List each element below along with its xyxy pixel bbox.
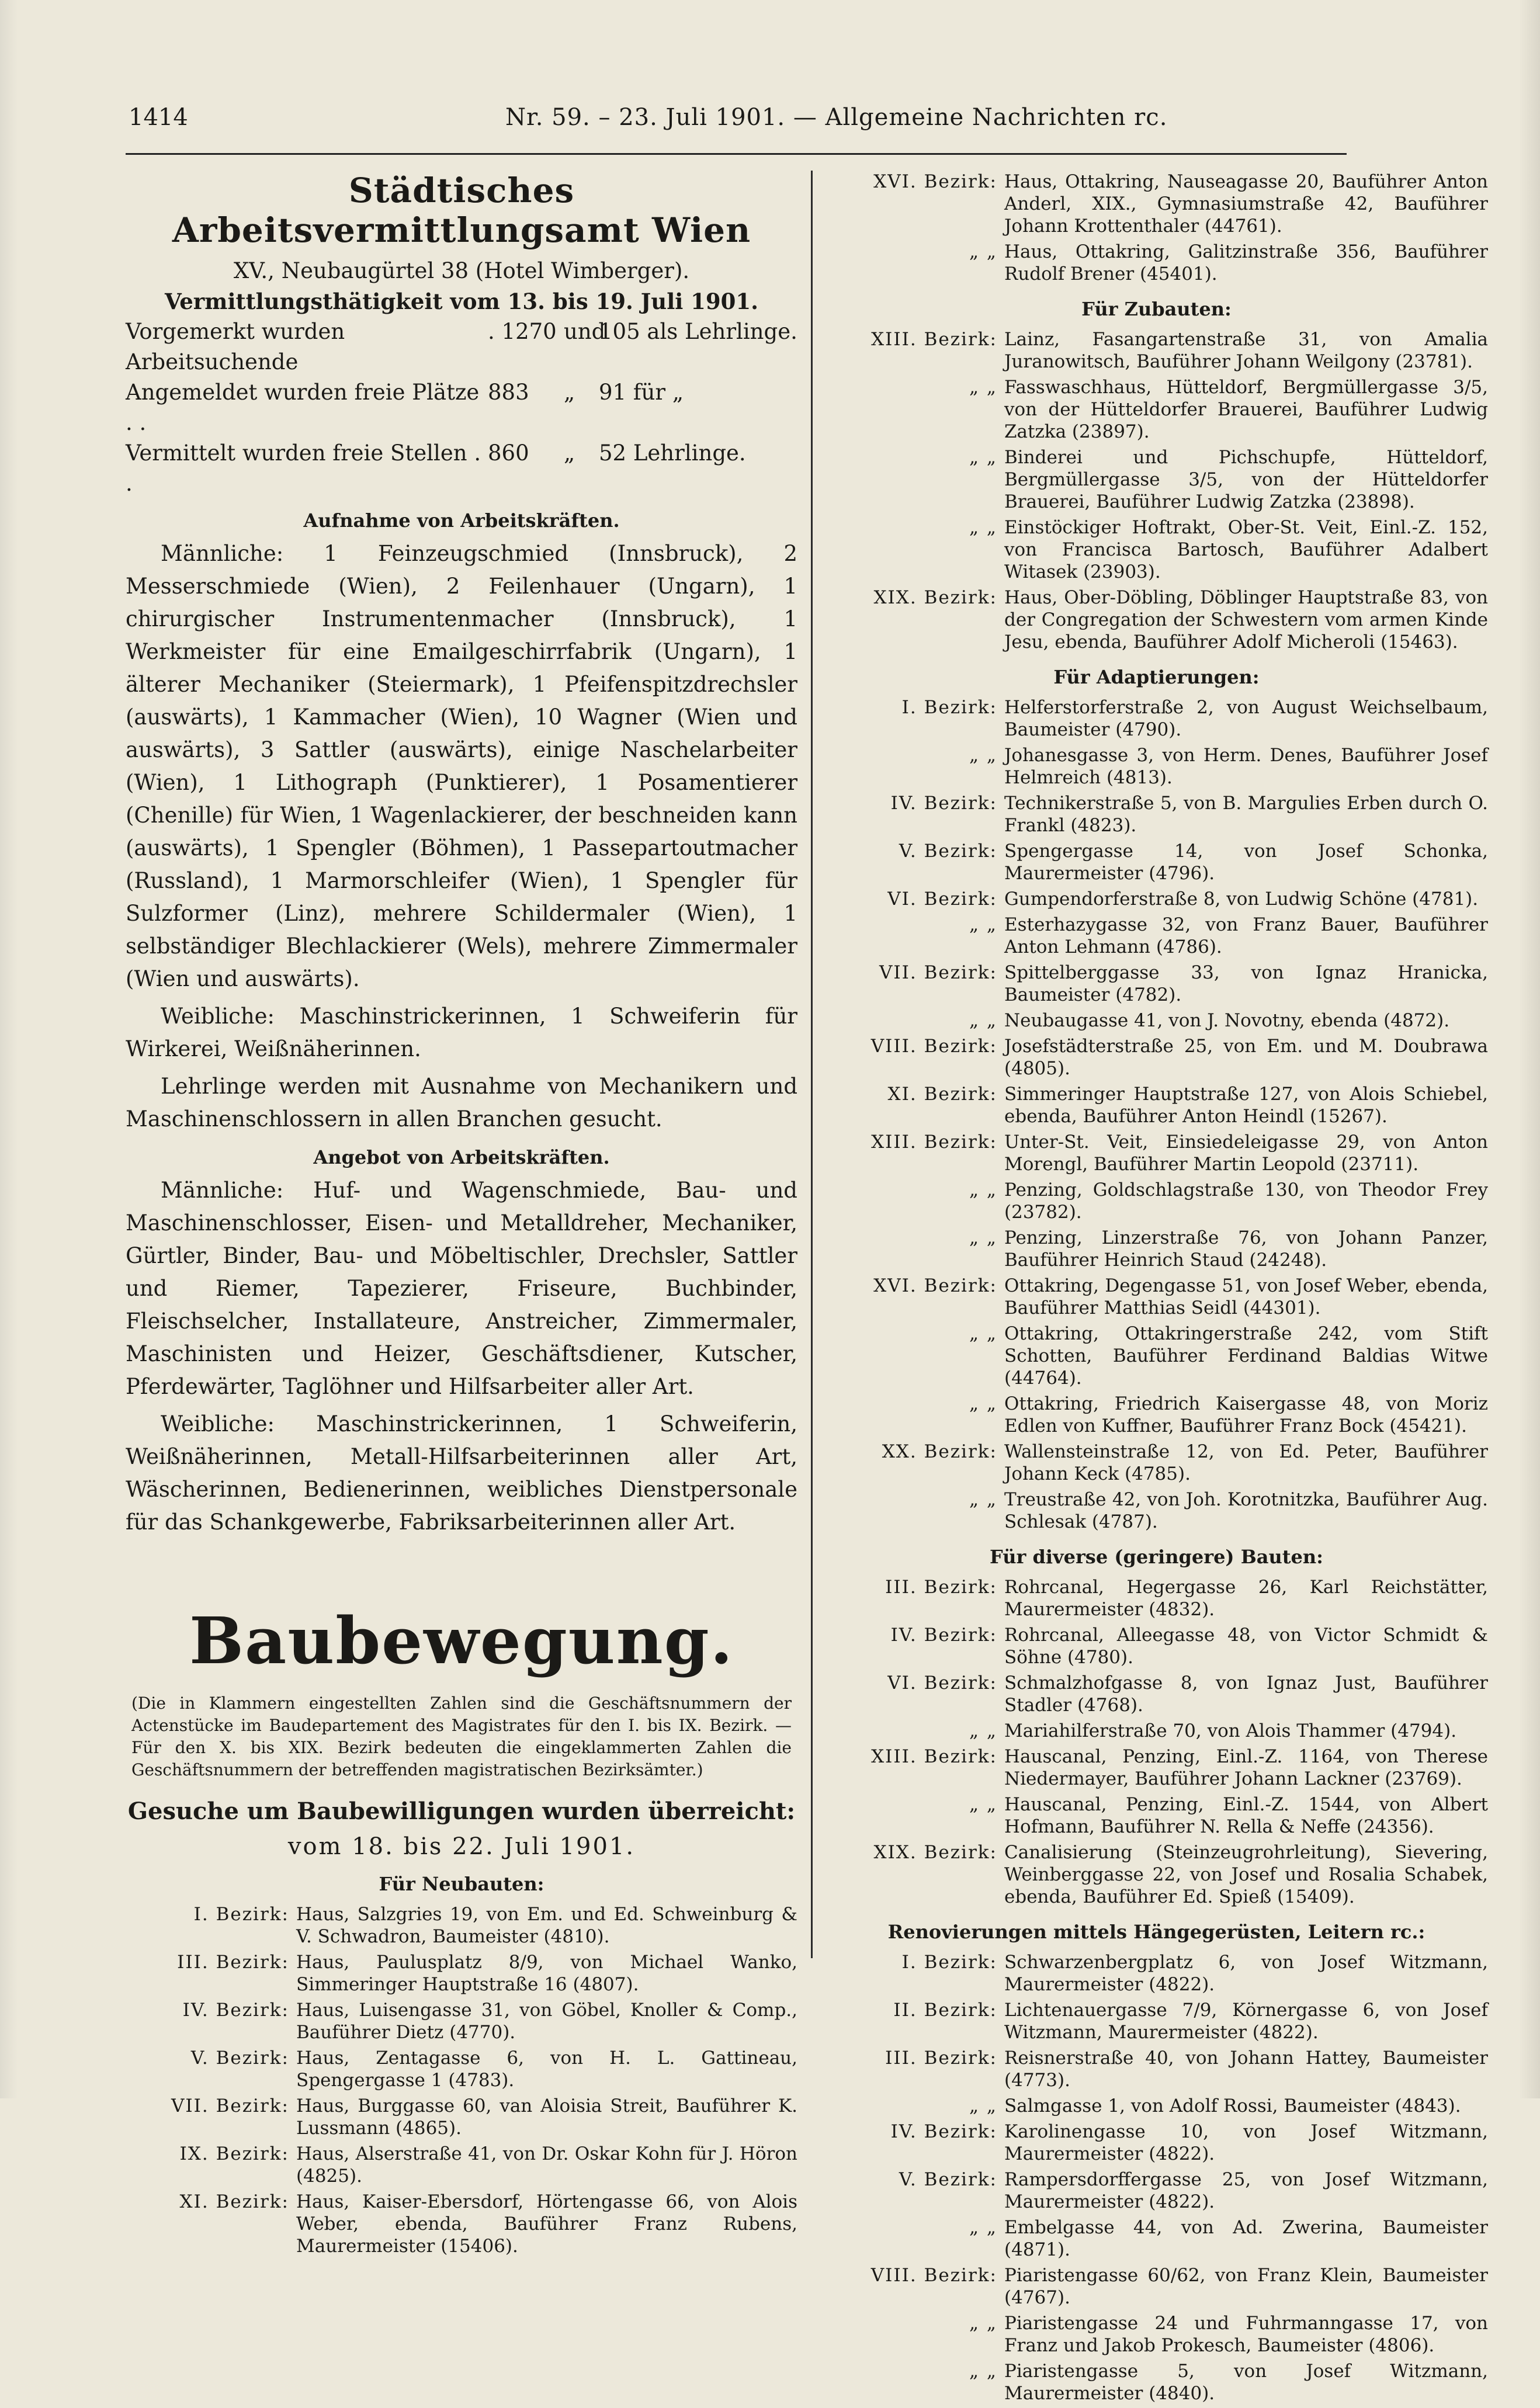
stats-table: [126, 317, 797, 499]
district-label: „ „: [969, 914, 997, 935]
entry-text: Rohrcanal, Hegergasse 26, Karl Reichstätter, Maurermeister (4832).: [1004, 1577, 1488, 1620]
entry-text: Fasswaschhaus, Hütteldorf, Bergmüllergasse 3/5, von der Hütteldorfer Brauerei, Bauführer Ludwig Zatzka (23897).: [1004, 377, 1488, 442]
district-label: III. Bezirk:: [885, 2048, 997, 2069]
entry-row: [825, 840, 1488, 884]
stat-row: [126, 317, 797, 377]
district-label: IV. Bezirk:: [890, 793, 997, 814]
entry-row: [825, 696, 1488, 741]
entry-text: Schmalzhofgasse 8, von Ignaz Just, Bauführer Stadler (4768).: [1004, 1673, 1488, 1716]
district-label: VIII. Bezirk:: [870, 2265, 997, 2286]
continued-list: [825, 171, 1488, 285]
district-label: „ „: [969, 1720, 997, 1741]
entry-text: Ottakring, Friedrich Kaisergasse 48, von Moriz Edlen von Kuffner, Bauführer Franz Bock (45421).: [1004, 1393, 1488, 1437]
district-label: VIII. Bezirk:: [870, 1036, 997, 1057]
entry-row: [825, 1720, 1488, 1742]
diverse-list: [825, 1576, 1488, 1908]
district-label: I. Bezirk:: [193, 1904, 289, 1925]
stat-value-2: 91 für „: [599, 380, 684, 405]
entry-row: [825, 962, 1488, 1006]
entry-text: Spengergasse 14, von Josef Schonka, Maurermeister (4796).: [1004, 841, 1488, 884]
district-label: IV. Bezirk:: [890, 2121, 997, 2142]
entry-text: Haus, Burggasse 60, van Aloisia Streit, Bauführer K. Lussmann (4865).: [296, 2095, 797, 2139]
adaptierungen-heading: Für Adaptierungen:: [1053, 666, 1260, 688]
neubauten-heading: Für Neubauten:: [379, 1873, 544, 1895]
stat-value: 860: [488, 440, 529, 466]
stat-value-2: 105 als Lehrlinge.: [599, 319, 797, 344]
entry-row: [825, 1576, 1488, 1621]
entry-text: Ottakring, Degengasse 51, von Josef Weber, ebenda, Bauführer Matthias Seidl (44301).: [1004, 1275, 1488, 1318]
entry-row: [825, 328, 1488, 373]
entry-text: Embelgasse 44, von Ad. Zwerina, Baumeister (4871).: [1004, 2217, 1488, 2260]
stat-sep: und: [564, 319, 606, 344]
page-number: 1414: [129, 104, 188, 131]
entry-row: [825, 1793, 1488, 1838]
district-label: XX. Bezirk:: [882, 1441, 997, 1462]
district-label: VII. Bezirk:: [171, 2095, 289, 2116]
district-label: „ „: [969, 2095, 997, 2116]
zubauten-heading: Für Zubauten:: [1081, 298, 1232, 320]
entry-row: [126, 2047, 797, 2091]
entry-text: Ottakring, Ottakringerstraße 242, vom Stift Schotten, Bauführer Ferdinand Baldias Witwe (44764).: [1004, 1323, 1488, 1389]
entry-text: Piaristengasse 24 und Fuhrmanngasse 17, von Franz und Jakob Prokesch, Baumeister (4806).: [1004, 2313, 1488, 2356]
district-label: „ „: [969, 1489, 997, 1510]
stat-label: Angemeldet wurden freie Plätze . .: [126, 380, 480, 435]
district-label: „ „: [969, 1227, 997, 1248]
district-label: V. Bezirk:: [190, 2048, 289, 2069]
district-label: IX. Bezirk:: [179, 2143, 289, 2164]
district-label: XVI. Bezirk:: [873, 171, 997, 192]
entry-text: Hauscanal, Penzing, Einl.-Z. 1544, von Albert Hofmann, Bauführer N. Rella & Neffe (24356).: [1004, 1794, 1488, 1837]
angebot-male: Männliche: Huf- und Wagenschmiede, Bau- und Maschinenschlosser, Eisen- und Metalldreher, Mechaniker, Gürtler, Binder, Bau- und Möbeltischler, Drechsler, Sattler und Riemer, Tapezierer, Friseure, Buchbinder, Fleischselcher, Installateure, Anstreicher, Zimmermaler, Maschinisten und Heizer, Geschäftsdiener, Kutscher, Pferdewärter, Taglöhner und Hilfsarbeiter aller Art.: [126, 1178, 797, 1399]
entry-text: Lainz, Fasangartenstraße 31, von Amalia Juranowitsch, Bauführer Johann Weilgony (23781).: [1004, 329, 1488, 372]
office-address: XV., Neubaugürtel 38 (Hotel Wimberger).: [233, 258, 690, 283]
district-label: „ „: [969, 2313, 997, 2334]
district-label: VI. Bezirk:: [887, 889, 997, 910]
entry-text: Piaristengasse 5, von Josef Witzmann, Maurermeister (4840).: [1004, 2361, 1488, 2404]
district-label: „ „: [969, 745, 997, 766]
entry-row: [825, 914, 1488, 958]
district-label: XI. Bezirk:: [179, 2191, 289, 2212]
entry-row: [825, 1672, 1488, 1716]
entry-text: Haus, Ottakring, Nauseagasse 20, Bauführer Anton Anderl, XIX., Gymnasiumstraße 42, Bauführer Johann Krottenthaler (44761).: [1004, 171, 1488, 237]
district-label: VII. Bezirk:: [879, 962, 997, 983]
entry-row: [126, 2095, 797, 2139]
entry-row: [825, 1488, 1488, 1533]
entry-text: Karolinengasse 10, von Josef Witzmann, Maurermeister (4822).: [1004, 2121, 1488, 2164]
district-label: XIII. Bezirk:: [871, 1132, 997, 1153]
entry-row: [825, 446, 1488, 513]
column-rule: [811, 171, 813, 1958]
stat-value-2: 52 Lehrlinge.: [599, 440, 746, 466]
district-label: V. Bezirk:: [899, 2169, 997, 2190]
entry-text: Penzing, Goldschlagstraße 130, von Theodor Frey (23782).: [1004, 1179, 1488, 1223]
page-header: [129, 104, 1341, 145]
district-label: „ „: [969, 1010, 997, 1031]
entry-row: [825, 2047, 1488, 2091]
stat-row: [126, 438, 797, 499]
entry-row: [126, 1951, 797, 1996]
entry-text: Salmgasse 1, von Adolf Rossi, Baumeister (4843).: [1004, 2095, 1461, 2116]
district-label: XIX. Bezirk:: [873, 1842, 997, 1863]
entry-row: [825, 1951, 1488, 1996]
entry-text: Wallensteinstraße 12, von Ed. Peter, Bauführer Johann Keck (4785).: [1004, 1441, 1488, 1484]
entry-text: Treustraße 42, von Joh. Korotnitzka, Bauführer Aug. Schlesak (4787).: [1004, 1489, 1488, 1532]
entry-row: [126, 2143, 797, 2187]
entry-text: Technikerstraße 5, von B. Margulies Erben durch O. Frankl (4823).: [1004, 793, 1488, 836]
neubauten-list: [126, 1903, 797, 2257]
district-label: „ „: [969, 447, 997, 468]
district-label: XIX. Bezirk:: [873, 587, 997, 608]
entry-text: Rohrcanal, Alleegasse 48, von Victor Schmidt & Söhne (4780).: [1004, 1625, 1488, 1668]
district-label: I. Bezirk:: [901, 1952, 997, 1973]
entry-row: [825, 888, 1488, 910]
office-title: Städtisches Arbeitsvermittlungsamt Wien: [172, 171, 751, 250]
entry-row: [126, 1903, 797, 1948]
entry-row: [825, 1035, 1488, 1080]
district-label: „ „: [969, 2217, 997, 2238]
entry-row: [825, 1841, 1488, 1908]
entry-text: Schwarzenbergplatz 6, von Josef Witzmann, Maurermeister (4822).: [1004, 1952, 1488, 1995]
district-label: V. Bezirk:: [899, 841, 997, 862]
stat-value: . 1270: [488, 319, 557, 344]
entry-row: [825, 2121, 1488, 2165]
baubewegung-title: Baubewegung.: [189, 1603, 734, 1678]
entry-row: [825, 1393, 1488, 1437]
entry-row: [825, 2216, 1488, 2261]
entry-row: [825, 2360, 1488, 2404]
district-label: „ „: [969, 1323, 997, 1344]
entry-text: Haus, Paulusplatz 8/9, von Michael Wanko, Simmeringer Hauptstraße 16 (4807).: [296, 1952, 797, 1995]
stat-label: Vorgemerkt wurden Arbeitsuchende: [126, 319, 345, 374]
entry-text: Piaristengasse 60/62, von Franz Klein, Baumeister (4767).: [1004, 2265, 1488, 2308]
date-range: vom 18. bis 22. Juli 1901.: [287, 1833, 636, 1860]
entry-row: [825, 1179, 1488, 1223]
adaptierungen-list: [825, 696, 1488, 1533]
district-label: XVI. Bezirk:: [873, 1275, 997, 1296]
entry-row: [126, 2191, 797, 2257]
entry-text: Mariahilferstraße 70, von Alois Thammer (4794).: [1004, 1720, 1457, 1741]
district-label: III. Bezirk:: [177, 1952, 289, 1973]
entry-text: Einstöckiger Hoftrakt, Ober-St. Veit, Einl.-Z. 152, von Francisca Bartosch, Bauführer Adalbert Witasek (23903).: [1004, 517, 1488, 582]
district-label: IV. Bezirk:: [182, 2000, 289, 2021]
entry-text: Rampersdorffergasse 25, von Josef Witzmann, Maurermeister (4822).: [1004, 2169, 1488, 2212]
entry-text: Hauscanal, Penzing, Einl.-Z. 1164, von Therese Niedermayer, Bauführer Johann Lackner (23769).: [1004, 1746, 1488, 1789]
entry-text: Josefstädterstraße 25, von Em. und M. Doubrawa (4805).: [1004, 1036, 1488, 1079]
entry-text: Unter-St. Veit, Einsiedeleigasse 29, von Anton Morengl, Bauführer Martin Leopold (23711).: [1004, 1132, 1488, 1175]
entry-row: [825, 2264, 1488, 2309]
entry-text: Simmeringer Hauptstraße 127, von Alois Schiebel, ebenda, Bauführer Anton Heindl (15267).: [1004, 1084, 1488, 1127]
district-label: „ „: [969, 517, 997, 538]
district-label: II. Bezirk:: [893, 2000, 997, 2021]
entry-row: [825, 1323, 1488, 1389]
entry-text: Haus, Kaiser-Ebersdorf, Hörtengasse 66, von Alois Weber, ebenda, Bauführer Franz Rubens, Maurermeister (15406).: [296, 2191, 797, 2257]
entry-row: [825, 1624, 1488, 1668]
entry-text: Neubaugasse 41, von J. Novotny, ebenda (4872).: [1004, 1010, 1450, 1031]
angebot-heading: Angebot von Arbeitskräften.: [313, 1146, 610, 1168]
entry-text: Reisnerstraße 40, von Johann Hattey, Baumeister (4773).: [1004, 2048, 1488, 2091]
district-label: „ „: [969, 377, 997, 398]
entry-text: Helferstorferstraße 2, von August Weichselbaum, Baumeister (4790).: [1004, 697, 1488, 740]
entry-row: [825, 1083, 1488, 1127]
entry-row: [825, 1009, 1488, 1032]
entry-text: Haus, Salzgries 19, von Em. und Ed. Schweinburg & V. Schwadron, Baumeister (4810).: [296, 1904, 797, 1947]
entry-row: [825, 516, 1488, 583]
left-column: [126, 171, 797, 2261]
stat-label: Vermittelt wurden freie Stellen . .: [126, 440, 481, 496]
entry-row: [825, 376, 1488, 443]
aufnahme-female: Weibliche: Maschinstrickerinnen, 1 Schweiferin für Wirkerei, Weißnäherinnen.: [126, 1004, 797, 1061]
right-column: [825, 171, 1488, 2408]
entry-row: [825, 171, 1488, 237]
zubauten-list: [825, 328, 1488, 653]
district-label: XI. Bezirk:: [887, 1084, 997, 1105]
entry-text: Haus, Alserstraße 41, von Dr. Oskar Kohn für J. Höron (4825).: [296, 2143, 797, 2187]
stat-row: [126, 377, 797, 438]
entry-row: [825, 2312, 1488, 2357]
renovierungen-heading: Renovierungen mittels Hängegerüsten, Leitern rc.:: [887, 1921, 1425, 1943]
entry-text: Haus, Luisengasse 31, von Göbel, Knoller & Comp., Bauführer Dietz (4770).: [296, 2000, 797, 2043]
entry-text: Johanesgasse 3, von Herm. Denes, Bauführer Josef Helmreich (4813).: [1004, 745, 1488, 788]
entry-row: [825, 1746, 1488, 1790]
entry-row: [825, 2168, 1488, 2213]
entry-text: Penzing, Linzerstraße 76, von Johann Panzer, Bauführer Heinrich Staud (24248).: [1004, 1227, 1488, 1271]
stat-value: 883: [488, 380, 529, 405]
entry-text: Haus, Ottakring, Galitzinstraße 356, Bauführer Rudolf Brener (45401).: [1004, 241, 1488, 284]
district-label: „ „: [969, 241, 997, 262]
diverse-heading: Für diverse (geringere) Bauten:: [990, 1546, 1323, 1568]
stat-sep: „: [564, 440, 575, 466]
baubewegung-note: (Die in Klammern eingestellten Zahlen sind die Geschäftsnummern der Actenstücke im Baudepartement des Magistrates für den I. bis IX. Bezirk. — Für den X. bis XIX. Bezirk bedeuten die eingeklammerten Zahlen die Geschäftsnummern der betreffenden magistratischen Bezirksämter.): [131, 1694, 792, 1779]
header-rule: [126, 153, 1347, 155]
entry-row: [825, 587, 1488, 653]
entry-text: Binderei und Pichschupfe, Hütteldorf, Bergmüllergasse 3/5, von der Hütteldorfer Brauerei, Bauführer Ludwig Zatzka (23898).: [1004, 447, 1488, 512]
renovierungen-list: [825, 1951, 1488, 2404]
district-label: VI. Bezirk:: [887, 1673, 997, 1694]
entry-text: Esterhazygasse 32, von Franz Bauer, Bauführer Anton Lehmann (4786).: [1004, 914, 1488, 957]
entry-row: [825, 1999, 1488, 2043]
entry-text: Canalisierung (Steinzeugrohrleitung), Sievering, Weinberggasse 22, von Josef und Rosalia Schabek, ebenda, Bauführer Ed. Spieß (15409).: [1004, 1842, 1488, 1907]
stat-sep: „: [564, 380, 575, 405]
entry-text: Gumpendorferstraße 8, von Ludwig Schöne (4781).: [1004, 889, 1479, 910]
district-label: IV. Bezirk:: [890, 1625, 997, 1646]
period-line: Vermittlungsthätigkeit vom 13. bis 19. Juli 1901.: [164, 289, 759, 314]
running-title: Nr. 59. – 23. Juli 1901. — Allgemeine Nachrichten rc.: [505, 104, 1168, 131]
entry-text: Spittelberggasse 33, von Ignaz Hranicka, Baumeister (4782).: [1004, 962, 1488, 1005]
aufnahme-apprentices: Lehrlinge werden mit Ausnahme von Mechanikern und Maschinenschlossern in allen Branchen gesucht.: [126, 1074, 797, 1132]
district-label: I. Bezirk:: [901, 697, 997, 718]
entry-row: [825, 744, 1488, 789]
entry-row: [825, 1227, 1488, 1271]
gesuche-heading: Gesuche um Baubewilligungen wurden überreicht:: [127, 1798, 796, 1825]
aufnahme-male: Männliche: 1 Feinzeugschmied (Innsbruck), 2 Messerschmiede (Wien), 2 Feilenhauer (Ungarn), 1 chirurgischer Instrumentenmacher (Innsbruck), 1 Werkmeister für eine Emailgeschirrfabrik (Ungarn), 1 älterer Mechaniker (Steiermark), 1 Pfeifenspitzdrechsler (auswärts), 1 Kammacher (Wien), 10 Wagner (Wien und auswärts), 3 Sattler (auswärts), einige Naschelarbeiter (Wien), 1 Lithograph (Punktierer), 1 Posamentierer (Chenille) für Wien, 1 Wagenlackierer, der beschneiden kann (auswärts), 1 Spengler (Böhmen), 1 Passepartoutmacher (Russland), 1 Marmorschleifer (Wien), 1 Spengler für Sulzformer (Linz), mehrere Schildermaler (Wien), 1 selbständiger Blechlackierer (Wels), mehrere Zimmermaler (Wien und auswärts).: [126, 541, 797, 991]
entry-row: [825, 1275, 1488, 1319]
entry-row: [825, 1441, 1488, 1485]
entry-text: Lichtenauergasse 7/9, Körnergasse 6, von Josef Witzmann, Maurermeister (4822).: [1004, 2000, 1488, 2043]
district-label: „ „: [969, 2361, 997, 2382]
aufnahme-heading: Aufnahme von Arbeitskräften.: [303, 509, 620, 532]
district-label: „ „: [969, 1794, 997, 1815]
entry-row: [825, 241, 1488, 285]
entry-row: [825, 1131, 1488, 1175]
district-label: „ „: [969, 1179, 997, 1200]
entry-row: [825, 792, 1488, 837]
entry-text: Haus, Ober-Döbling, Döblinger Hauptstraße 83, von der Congregation der Schwestern vom armen Kinde Jesu, ebenda, Bauführer Adolf Micheroli (15463).: [1004, 587, 1488, 653]
district-label: „ „: [969, 1393, 997, 1414]
angebot-female: Weibliche: Maschinstrickerinnen, 1 Schweiferin, Weißnäherinnen, Metall-Hilfsarbeiterinnen aller Art, Wäscherinnen, Bedienerinnen, weibliches Dienstpersonale für das Schankgewerbe, Fabriksarbeiterinnen aller Art.: [126, 1411, 797, 1535]
entry-row: [126, 1999, 797, 2043]
district-label: XIII. Bezirk:: [871, 1746, 997, 1767]
district-label: XIII. Bezirk:: [871, 329, 997, 350]
district-label: III. Bezirk:: [885, 1577, 997, 1598]
entry-text: Haus, Zentagasse 6, von H. L. Gattineau, Spengergasse 1 (4783).: [296, 2048, 797, 2091]
